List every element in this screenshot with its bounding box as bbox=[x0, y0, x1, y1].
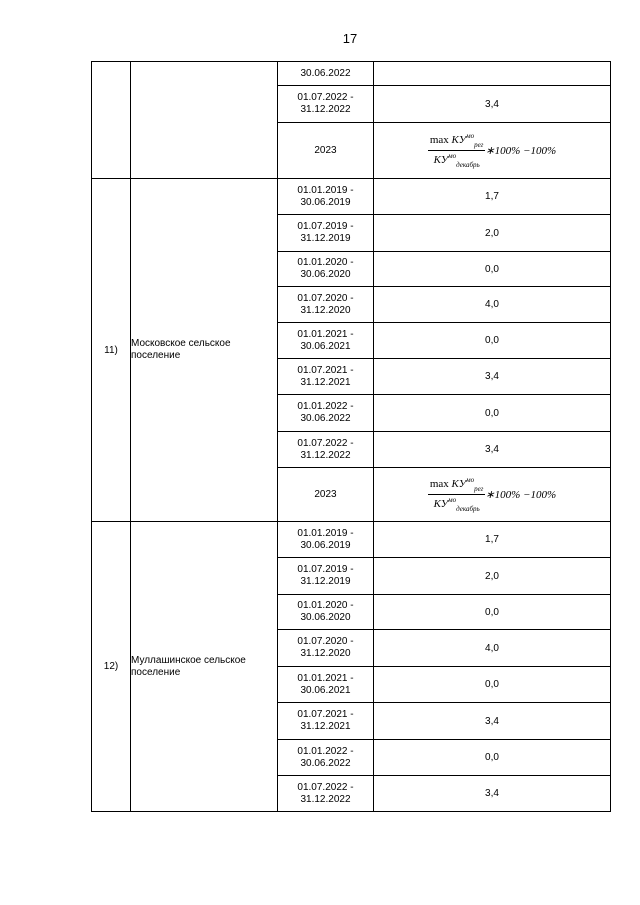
formula-sup: мо bbox=[466, 132, 475, 140]
period-cell: 01.07.2022 - 31.12.2022 bbox=[278, 86, 374, 123]
row-number bbox=[92, 62, 131, 179]
index-value: 0,0 bbox=[374, 740, 611, 776]
table-row bbox=[92, 62, 611, 86]
index-value: 1,7 bbox=[374, 522, 611, 558]
index-value: 4,0 bbox=[374, 630, 611, 667]
index-value: 0,0 bbox=[374, 323, 611, 359]
index-value: 2,0 bbox=[374, 215, 611, 252]
formula-max: max bbox=[429, 134, 449, 146]
formula-tail: ∗100% −100% bbox=[485, 145, 557, 157]
index-value: 2,0 bbox=[374, 558, 611, 595]
formula-max: max bbox=[429, 478, 449, 490]
period-cell: 01.07.2019 - 31.12.2019 bbox=[278, 215, 374, 252]
index-formula bbox=[428, 132, 556, 169]
formula-sup: мо bbox=[448, 496, 457, 504]
period-cell: 01.01.2022 - 30.06.2022 bbox=[278, 395, 374, 432]
index-value: 0,0 bbox=[374, 595, 611, 630]
formula-sub: декабрь bbox=[456, 161, 480, 169]
formula-denominator bbox=[428, 495, 486, 513]
index-value: 3,4 bbox=[374, 432, 611, 468]
formula-fraction bbox=[428, 132, 486, 169]
formula-cell bbox=[374, 468, 611, 522]
index-value bbox=[374, 62, 611, 86]
formula-numerator bbox=[428, 132, 486, 151]
period-cell: 30.06.2022 bbox=[278, 62, 374, 86]
period-cell: 01.01.2021 - 30.06.2021 bbox=[278, 323, 374, 359]
index-value: 3,4 bbox=[374, 359, 611, 395]
formula-sub: рег bbox=[474, 141, 484, 149]
period-cell: 01.07.2020 - 31.12.2020 bbox=[278, 630, 374, 667]
settlement-name: Московское сельское поселение bbox=[131, 179, 278, 522]
period-cell: 01.01.2021 - 30.06.2021 bbox=[278, 667, 374, 703]
settlement-name: Муллашинское сельское поселение bbox=[131, 522, 278, 812]
formula-sub: декабрь bbox=[456, 505, 480, 513]
formula-ku: КУ bbox=[451, 478, 467, 490]
period-cell: 01.07.2019 - 31.12.2019 bbox=[278, 558, 374, 595]
index-value: 0,0 bbox=[374, 252, 611, 287]
period-cell: 01.01.2020 - 30.06.2020 bbox=[278, 595, 374, 630]
row-number: 12) bbox=[92, 522, 131, 812]
period-cell: 01.01.2019 - 30.06.2019 bbox=[278, 522, 374, 558]
formula-ku: КУ bbox=[451, 134, 467, 146]
period-cell: 01.07.2022 - 31.12.2022 bbox=[278, 776, 374, 812]
formula-sub: рег bbox=[474, 485, 484, 493]
period-cell: 01.01.2022 - 30.06.2022 bbox=[278, 740, 374, 776]
period-cell: 2023 bbox=[278, 468, 374, 522]
index-value: 4,0 bbox=[374, 287, 611, 323]
formula-numerator bbox=[428, 476, 486, 495]
page-number: 17 bbox=[342, 31, 358, 46]
period-cell: 01.07.2022 - 31.12.2022 bbox=[278, 432, 374, 468]
index-value: 0,0 bbox=[374, 395, 611, 432]
formula-denominator bbox=[428, 151, 486, 169]
period-cell: 01.01.2020 - 30.06.2020 bbox=[278, 252, 374, 287]
index-value: 1,7 bbox=[374, 179, 611, 215]
table-row bbox=[92, 522, 611, 558]
index-formula bbox=[428, 476, 556, 513]
tariff-table bbox=[91, 61, 611, 812]
table-row bbox=[92, 179, 611, 215]
period-cell: 01.01.2019 - 30.06.2019 bbox=[278, 179, 374, 215]
formula-ku: КУ bbox=[433, 154, 449, 166]
settlement-name bbox=[131, 62, 278, 179]
formula-fraction bbox=[428, 476, 486, 513]
period-cell: 01.07.2021 - 31.12.2021 bbox=[278, 703, 374, 740]
index-value: 3,4 bbox=[374, 86, 611, 123]
formula-cell bbox=[374, 123, 611, 179]
formula-sup: мо bbox=[448, 152, 457, 160]
period-cell: 01.07.2020 - 31.12.2020 bbox=[278, 287, 374, 323]
formula-tail: ∗100% −100% bbox=[485, 489, 557, 501]
row-number: 11) bbox=[92, 179, 131, 522]
index-value: 3,4 bbox=[374, 776, 611, 812]
formula-ku: КУ bbox=[433, 498, 449, 510]
index-value: 0,0 bbox=[374, 667, 611, 703]
index-value: 3,4 bbox=[374, 703, 611, 740]
period-cell: 2023 bbox=[278, 123, 374, 179]
period-cell: 01.07.2021 - 31.12.2021 bbox=[278, 359, 374, 395]
formula-sup: мо bbox=[466, 476, 475, 484]
